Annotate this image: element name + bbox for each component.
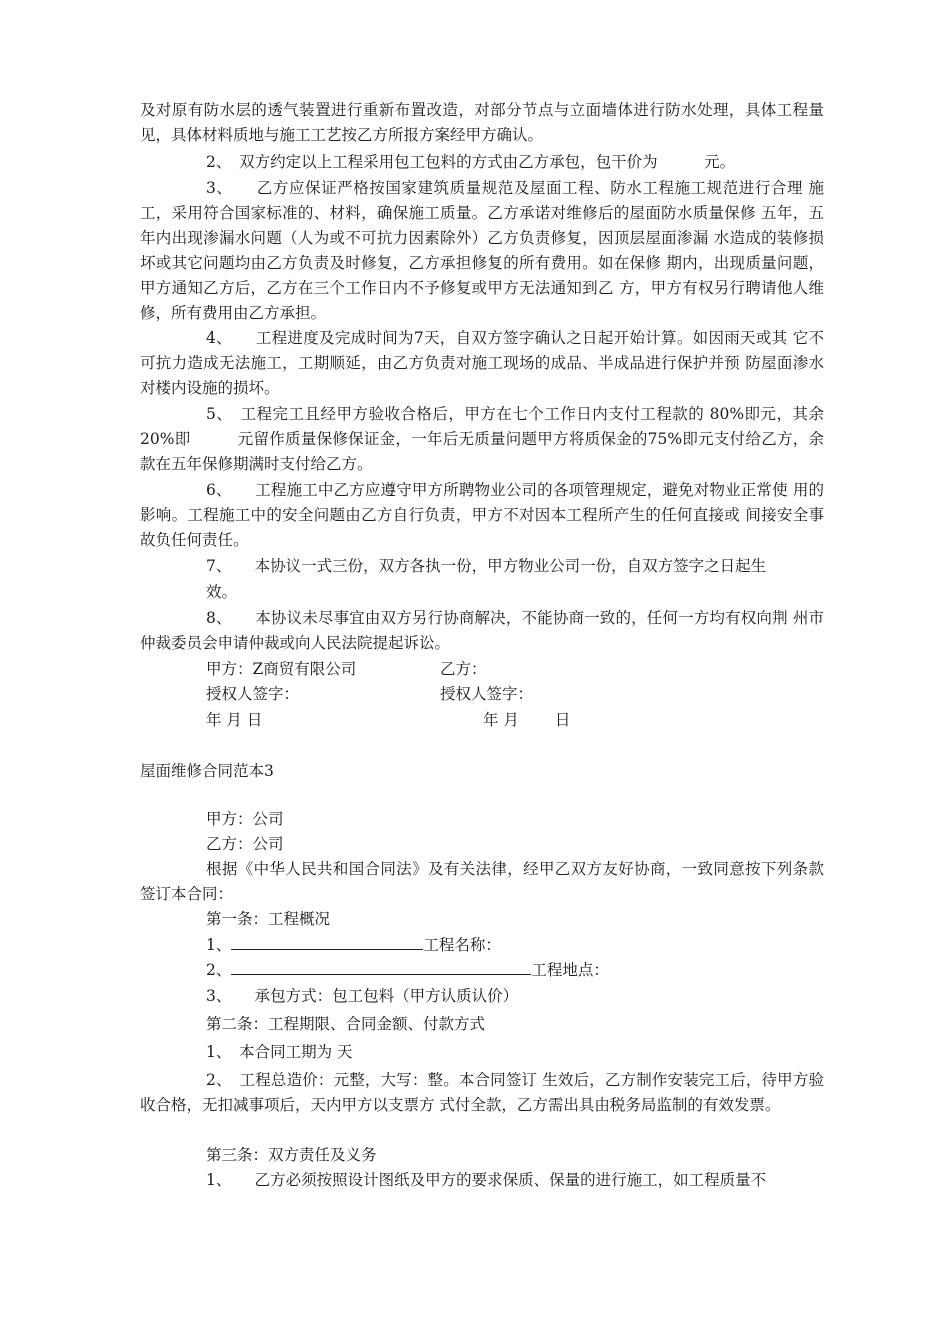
contract-title-3: 屋面维修合同范本3 <box>140 762 274 780</box>
signature-auth-a: 授权人签字： <box>206 685 300 703</box>
clause-8-dispute: 8、 本协议未尽事宜由双方另行协商解决，不能协商一致的，任何一方均有权向荆 州市仲裁委员会申请仲裁或向人民法院提起诉讼。 <box>140 609 824 652</box>
intro-paragraph: 根据《中华人民共和国合同法》及有关法律，经甲乙双方友好协商，一致同意按下列条款签订本合同： <box>140 860 824 903</box>
responsibility-clause-1: 1、 乙方必须按照设计图纸及甲方的要求保质、保量的进行施工，如工程质量不 <box>206 1171 767 1189</box>
clause-5-payment: 5、 工程完工且经甲方验收合格后，甲方在七个工作日内支付工程款的 80%即元，其余20%即 元留作质量保修保证金，一年后无质量问题甲方将质保金的75%即元支付给乙方，余款在五年保修期满时支付给乙方。 <box>140 405 824 473</box>
project-location-blank <box>231 958 531 975</box>
project-name-label: 工程名称： <box>423 936 501 954</box>
article-1-heading: 第一条：工程概况 <box>206 910 331 928</box>
project-location-line <box>206 958 609 983</box>
party-a-line: 甲方：公司 <box>206 810 284 828</box>
signature-party-a: 甲方：Z商贸有限公司 <box>206 660 357 678</box>
clause-6-safety: 6、 工程施工中乙方应遵守甲方所聘物业公司的各项管理规定，避免对物业正常使 用的影响。工程施工中的安全问题由乙方自行负责，甲方不对因本工程所产生的任何直接或 间接安全事故负任何责任。 <box>140 481 824 549</box>
project-name-blank <box>231 933 423 950</box>
signature-date-a: 年 月 日 <box>206 711 263 729</box>
party-b-line: 乙方：公司 <box>206 835 284 853</box>
paragraph-scope: 及对原有防水层的透气装置进行重新布置改造，对部分节点与立面墙体进行防水处理，具体工程量见，具体材料质地与施工工艺按乙方所报方案经甲方确认。 <box>140 101 824 144</box>
project-location-label: 工程地点： <box>531 961 609 979</box>
total-price-paragraph: 2、 工程总造价：元整，大写：整。本合同签订 生效后，乙方制作安装完工后，待甲方验收合格，无扣减事项后，天内甲方以支票方 式付全款，乙方需出具由税务局监制的有效发票。 <box>140 1071 824 1114</box>
project-name-number: 1、 <box>206 936 232 954</box>
signature-party-b: 乙方： <box>440 660 487 678</box>
article-2-heading: 第二条：工程期限、合同金额、付款方式 <box>206 1015 486 1033</box>
clause-7-copies-end: 效。 <box>206 583 238 601</box>
clause-3-quality: 3、 乙方应保证严格按国家建筑质量规范及屋面工程、防水工程施工规范进行合理 施工，采用符合国家标准的、材料，确保施工质量。乙方承诺对维修后的屋面防水质量保修 五年，五年内出现渗漏水问题（人为或不可抗力因素除外）乙方负责修复，因顶层屋面渗漏 水造成的装修损坏或其它问题均由乙方负责及时修复，乙方承担修复的所有费用。如在保修 期内，出现质量问题，甲方通知乙方后，乙方在三个工作日内不予修复或甲方无法通知到乙 方，甲方有权另行聘请他人维修，所有费用由乙方承担。 <box>140 179 824 322</box>
clause-4-schedule: 4、 工程进度及完成时间为7天，自双方签字确认之日起开始计算。如因雨天或其 它不可抗力造成无法施工，工期顺延，由乙方负责对施工现场的成品、半成品进行保护并预 防屋面渗水对楼内设施的损坏。 <box>140 329 824 397</box>
term-line: 1、 本合同工期为 天 <box>206 1043 353 1061</box>
contract-mode-line: 3、 承包方式：包工包料（甲方认质认价） <box>206 987 519 1005</box>
clause-7-copies: 7、 本协议一式三份，双方各执一份，甲方物业公司一份，自双方签字之日起生 <box>206 557 767 575</box>
project-name-line <box>206 933 501 958</box>
article-3-heading: 第三条：双方责任及义务 <box>206 1146 377 1164</box>
signature-date-b: 年 月 日 <box>483 711 571 729</box>
signature-auth-b: 授权人签字： <box>440 685 534 703</box>
clause-2-price: 2、 双方约定以上工程采用包工包料的方式由乙方承包，包干价为 元。 <box>206 153 736 171</box>
project-location-number: 2、 <box>206 961 232 979</box>
